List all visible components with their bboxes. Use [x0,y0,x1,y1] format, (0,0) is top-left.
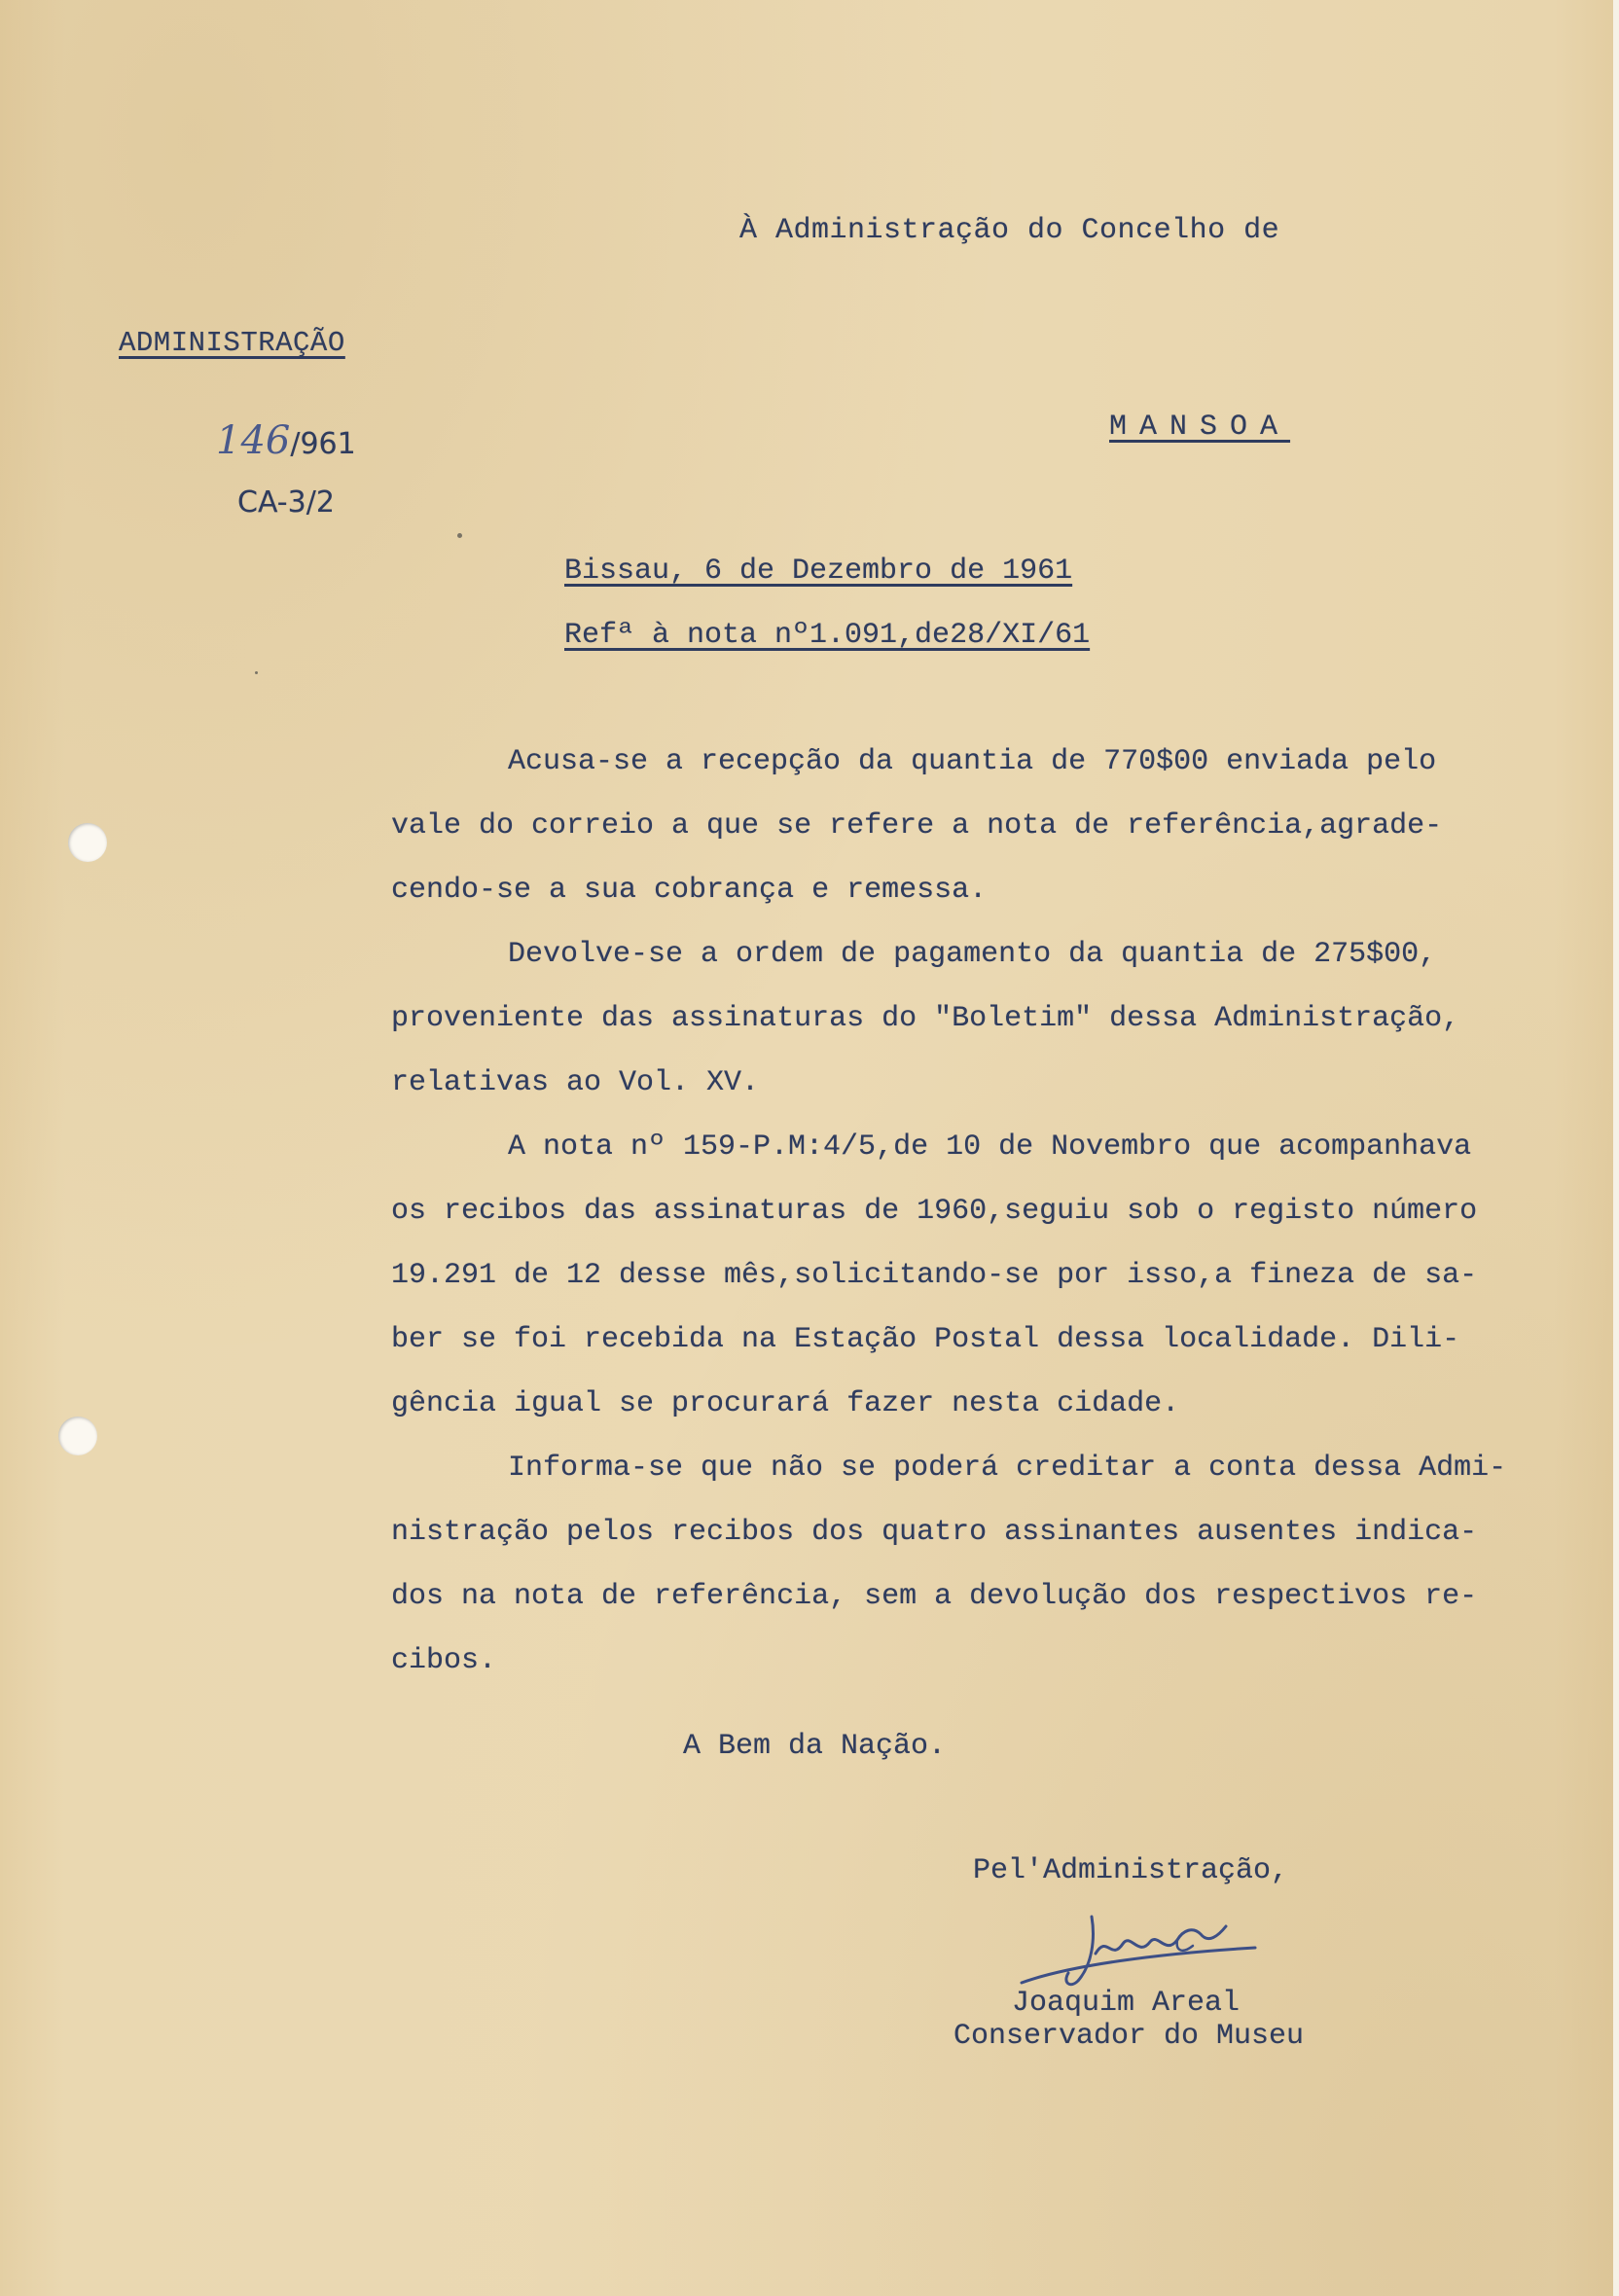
body-line: relativas ao Vol. XV. [391,1066,760,1099]
body-line: cendo-se a sua cobrança e remessa. [391,874,988,907]
paper-speck [457,533,462,538]
body-line: os recibos das assinaturas de 1960,seguiu sob o registo número [391,1195,1478,1228]
note-reference: Refª à nota nº1.091,de28/XI/61 [564,619,1091,652]
letter-heading: À Administração do Concelho de [739,214,1280,247]
letter-date: Bissau, 6 de Dezembro de 1961 [564,555,1073,588]
body-line: proveniente das assinaturas do "Boletim" dessa Administração, [391,1002,1460,1035]
body-line: A nota nº 159-P.M:4/5,de 10 de Novembro que acompanhava [508,1130,1472,1164]
body-line: Acusa-se a recepção da quantia de 770$00 enviada pelo [508,745,1437,778]
punch-hole-top [68,823,107,862]
body-line: 19.291 de 12 desse mês,solicitando-se por isso,a fineza de sa- [391,1259,1478,1292]
body-line: vale do correio a que se refere a nota de referência,agrade- [391,809,1443,843]
signer-title: Conservador do Museu [953,2020,1305,2053]
body-line: dos na nota de referência, sem a devolução dos respectivos re- [391,1580,1478,1613]
signoff: Pel'Administração, [973,1854,1289,1887]
destination: MANSOA [1109,411,1291,444]
signer-name: Joaquim Areal [1012,1987,1241,2020]
closing-salutation: A Bem da Nação. [683,1730,947,1763]
handwritten-number: 146 [216,418,291,463]
body-line: Devolve-se a ordem de pagamento da quantia de 275$00, [508,938,1437,971]
reference-number [216,418,356,463]
page-edge [1613,0,1619,2296]
body-line: ber se foi recebida na Estação Postal dessa localidade. Dili- [391,1323,1460,1356]
body-line: Informa-se que não se poderá creditar a conta dessa Admi- [508,1452,1507,1485]
classification-code: CA-3/2 [237,485,335,520]
reference-year: /961 [290,427,356,461]
punch-hole-bottom [58,1417,97,1455]
paper-speck [255,671,258,674]
body-line: gência igual se procurará fazer nesta cidade. [391,1387,1180,1420]
body-line: cibos. [391,1644,497,1677]
body-line: nistração pelos recibos dos quatro assinantes ausentes indica- [391,1516,1478,1549]
department-label: ADMINISTRAÇÃO [119,327,345,359]
